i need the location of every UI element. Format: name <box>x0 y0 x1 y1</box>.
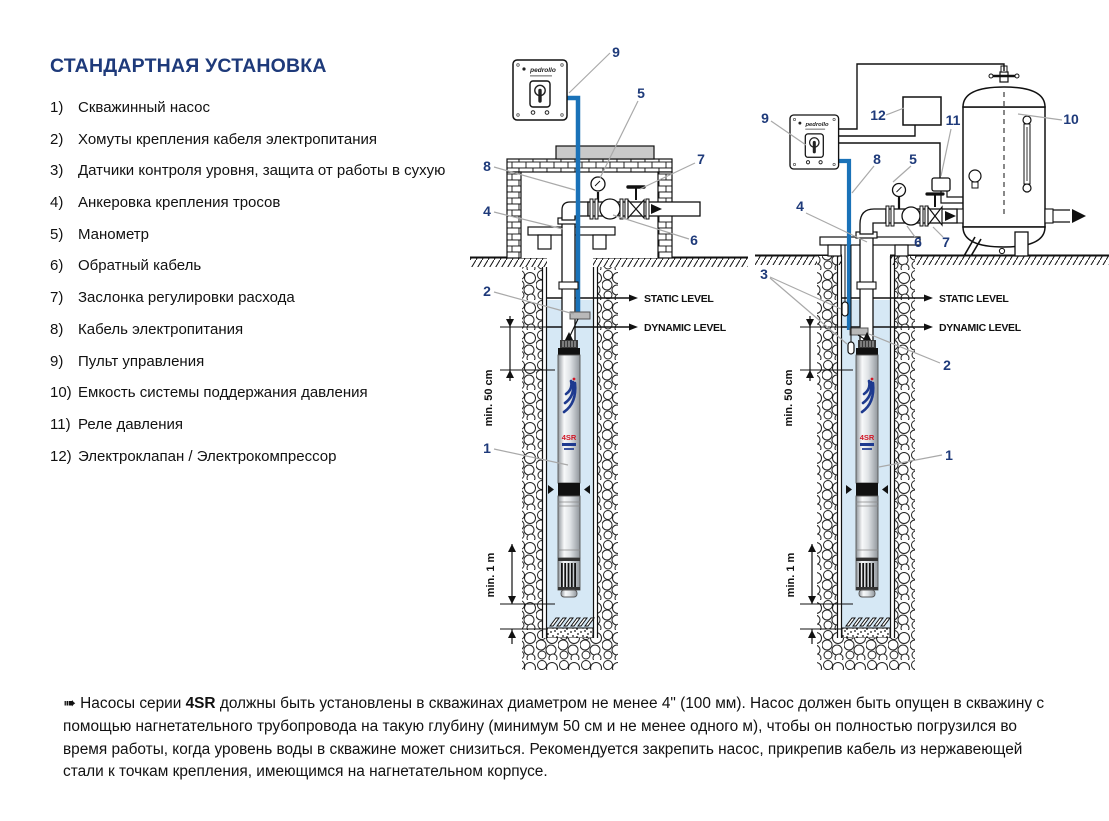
installation-diagrams: pedrollo 4SR STATIC LEVEL DYNAMIC LEVEL min. 50 cm min. 1 m 9 5 7 8 4 6 2 1 STATIC LEVEL DYNAMIC LEVEL min. 50 cm min. 1 m 9 12 11 10 8 5 4 6 7 3 2 1 <box>470 30 1109 675</box>
legend-item <box>50 448 520 480</box>
legend-item <box>50 162 520 194</box>
callout-5: 5 <box>637 85 645 101</box>
legend-item-label: Скважинный насос <box>78 99 210 116</box>
callout-9: 9 <box>612 44 620 60</box>
pipe-elbow <box>860 209 886 234</box>
dimension-min-50cm <box>483 316 555 426</box>
legend-item-number: 1) <box>50 99 64 116</box>
legend-item <box>50 289 520 321</box>
level-arrow-icon <box>629 324 638 331</box>
min-50cm-label: min. 50 cm <box>783 369 795 427</box>
level-probe <box>848 342 854 354</box>
legend-item-label: Реле давления <box>78 415 184 433</box>
check-valve <box>902 207 920 225</box>
level-probe <box>842 302 848 316</box>
legend-item-number: 4) <box>50 194 64 212</box>
legend-item-number: 5) <box>50 225 64 243</box>
note-series-name: 4SR <box>185 695 216 713</box>
legend-item-label: Емкость системы поддержания давления <box>78 384 368 402</box>
callout-8: 8 <box>483 158 491 174</box>
cable-clamp <box>850 328 868 335</box>
callout-1: 1 <box>483 440 491 456</box>
legend-item <box>50 194 520 226</box>
dimension-min-1m <box>485 544 555 644</box>
legend-item <box>50 321 520 353</box>
page-title: СТАНДАРТНАЯ УСТАНОВКА <box>50 55 327 77</box>
static-level-label: STATIC LEVEL <box>644 293 714 305</box>
level-arrow-icon <box>629 295 638 302</box>
callout-2: 2 <box>943 357 951 373</box>
ground-hatch <box>890 256 1109 265</box>
note-lead-text: Насосы серии <box>75 695 186 713</box>
right-diagram-pressure-tank-installation <box>755 64 1109 670</box>
legend-item-number: 12) <box>50 447 72 465</box>
left-diagram-well-pit-installation <box>470 44 748 670</box>
callout-3: 3 <box>760 266 768 282</box>
legend-item-label: Заслонка регулировки расхода <box>78 289 295 307</box>
legend-item-label: Кабель электропитания <box>78 320 244 338</box>
tank-outlet-flange <box>1045 209 1053 223</box>
cable-clamp <box>570 312 590 319</box>
legend-item-number: 11) <box>50 415 71 433</box>
legend-item-number: 3) <box>50 162 64 180</box>
tank-inlet-flange <box>957 209 963 223</box>
well-bottom-rocks <box>522 638 618 670</box>
level-arrow-icon <box>924 295 933 302</box>
well-bottom-sediment <box>547 628 593 638</box>
pipe-coupling <box>857 282 876 289</box>
pressure-switch <box>932 178 963 203</box>
callout-8: 8 <box>873 151 881 167</box>
legend-item-number: 2) <box>50 130 64 148</box>
min-1m-label: min. 1 m <box>785 552 797 598</box>
pit-wall <box>507 159 672 172</box>
legend-item-label: Обратный кабель <box>78 257 202 275</box>
min-1m-label: min. 1 m <box>485 552 497 598</box>
ground-hatch <box>593 258 748 267</box>
legend-item-number: 8) <box>50 320 64 338</box>
callout-9: 9 <box>761 110 769 126</box>
callout-6: 6 <box>914 234 922 250</box>
pit-cover-slab <box>556 146 654 159</box>
pit-wall <box>507 172 521 258</box>
electro-valve-box <box>903 97 941 125</box>
callout-2: 2 <box>483 283 491 299</box>
tank-leg <box>1015 232 1028 256</box>
riser-pipe <box>562 218 575 340</box>
callout-4: 4 <box>796 198 804 214</box>
legend-item <box>50 257 520 289</box>
callout-11: 11 <box>945 112 961 128</box>
ground-hatch <box>470 258 547 267</box>
legend-list <box>50 99 520 479</box>
callout-10: 10 <box>1063 111 1079 127</box>
callout-1: 1 <box>945 447 953 463</box>
well-gravel-pack <box>817 256 837 670</box>
note-body-text: должны быть установлены в скважинах диаметром не менее 4" (100 мм). Насос должен быть опущен в скважину с помощью нагнетательного трубопровода на такую глубину (минимум 50 см и не менее одного м), чтобы он полностью погрузился во время работы, когда уровень воды в скважине может снизиться. Рекомендуется закрепить насос, прикрепив кабель из нержавеющей стали к точкам крепления, имеющимся на нагнетательном корпусе. <box>63 695 1045 781</box>
callout-5: 5 <box>909 151 917 167</box>
pressure-tank <box>957 66 1086 256</box>
well-bottom-rocks <box>817 638 915 670</box>
pressure-gauge <box>893 184 906 210</box>
legend-item-number: 6) <box>50 257 64 275</box>
legend-item <box>50 226 520 258</box>
legend-item <box>50 353 520 385</box>
callout-6: 6 <box>690 232 698 248</box>
well-bottom-sediment <box>842 628 890 638</box>
legend-item <box>50 99 520 131</box>
legend-item-label: Датчики контроля уровня, защита от работы в сухую <box>78 162 446 180</box>
note-bullet-arrow-icon: ➠ <box>63 695 76 713</box>
outflow-arrow-icon <box>1072 209 1086 223</box>
callout-4: 4 <box>483 203 491 219</box>
legend-item <box>50 416 520 448</box>
dynamic-level-label: DYNAMIC LEVEL <box>644 322 726 334</box>
tank-level-gauge <box>1023 116 1031 192</box>
tank-drain <box>999 248 1004 253</box>
installation-note <box>63 693 1058 783</box>
level-arrow-icon <box>924 324 933 331</box>
pipe-coupling <box>559 282 578 289</box>
legend-item-number: 9) <box>50 352 64 370</box>
dynamic-level-label: DYNAMIC LEVEL <box>939 322 1021 334</box>
callout-12: 12 <box>870 107 886 123</box>
min-50cm-label: min. 50 cm <box>483 369 495 427</box>
legend-item-label: Электроклапан / Электрокомпрессор <box>78 447 337 465</box>
legend-item <box>50 384 520 416</box>
legend-item-label: Манометр <box>78 225 150 243</box>
legend-item <box>50 131 520 163</box>
callout-7: 7 <box>697 151 705 167</box>
legend-item-label: Хомуты крепления кабеля электропитания <box>78 130 377 148</box>
legend-item-number: 10) <box>50 384 72 402</box>
legend-item-label: Анкеровка крепления тросов <box>78 194 281 212</box>
legend-item-label: Пульт управления <box>78 352 205 370</box>
legend-item-number: 7) <box>50 289 64 307</box>
callout-7: 7 <box>942 234 950 250</box>
static-level-label: STATIC LEVEL <box>939 293 1009 305</box>
